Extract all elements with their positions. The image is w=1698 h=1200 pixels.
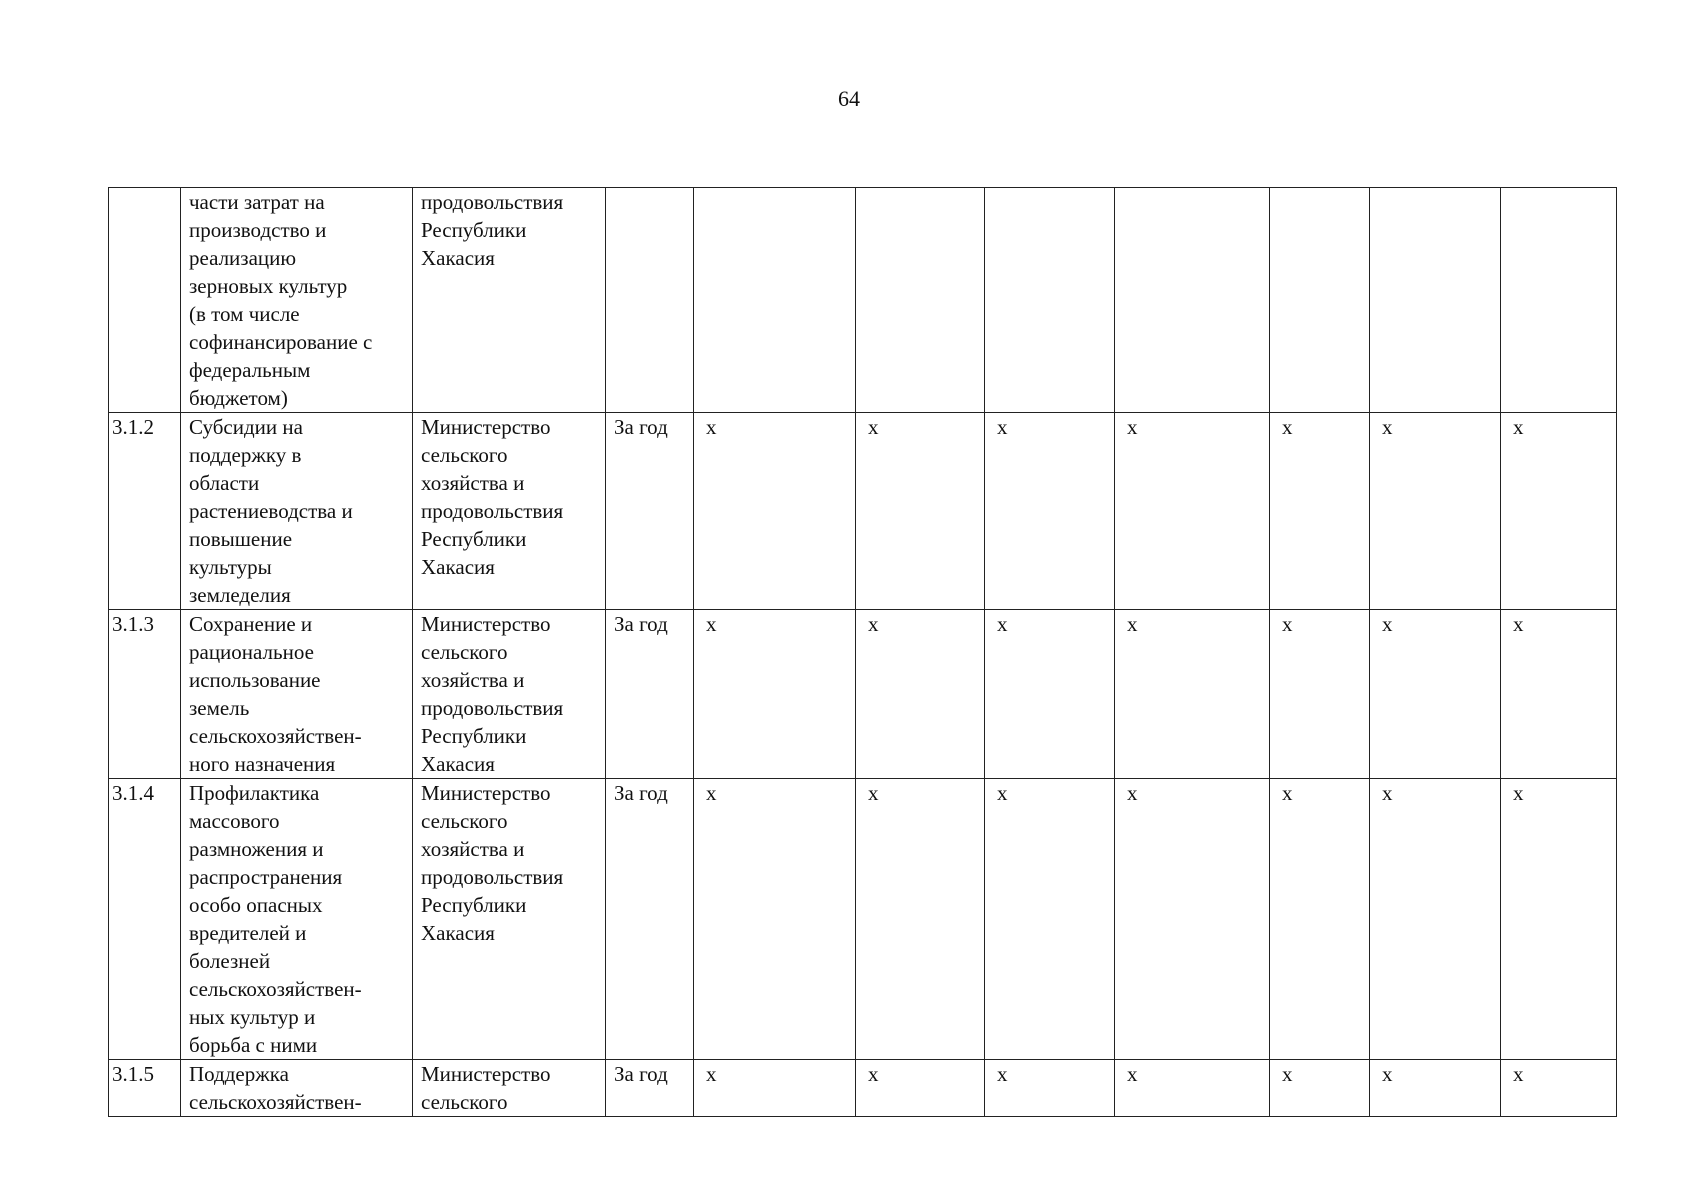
mark-cell: x — [1270, 413, 1370, 610]
table-row — [109, 413, 1617, 610]
mark-cell: x — [1115, 1060, 1270, 1117]
responsible-body: Министерство сельского — [413, 1060, 606, 1117]
mark-cell: x — [1270, 779, 1370, 1060]
mark-cell: x — [1501, 610, 1617, 779]
mark-cell: x — [985, 413, 1115, 610]
mark-cell: x — [1501, 413, 1617, 610]
mark-cell: x — [1370, 610, 1501, 779]
mark-cell: x — [985, 779, 1115, 1060]
mark-cell: x — [1115, 779, 1270, 1060]
mark-cell: x — [1270, 610, 1370, 779]
table-row — [109, 188, 1617, 413]
mark-cell: x — [1501, 779, 1617, 1060]
mark-cell: x — [856, 1060, 985, 1117]
mark-cell: x — [1370, 1060, 1501, 1117]
mark-cell: x — [1370, 779, 1501, 1060]
mark-cell — [856, 188, 985, 413]
responsible-body: Министерство сельского хозяйства и продовольствия Республики Хакасия — [413, 610, 606, 779]
mark-cell: x — [856, 779, 985, 1060]
measure-name: части затрат на производство и реализацию зерновых культур (в том числе софинансирование с федеральным бюджетом) — [181, 188, 413, 413]
responsible-body: Министерство сельского хозяйства и продовольствия Республики Хакасия — [413, 779, 606, 1060]
measure-name: Субсидии на поддержку в области растениеводства и повышение культуры земледелия — [181, 413, 413, 610]
period-cell: За год — [606, 610, 694, 779]
mark-cell — [1370, 188, 1501, 413]
mark-cell — [985, 188, 1115, 413]
row-number: 3.1.2 — [109, 413, 181, 610]
measure-name: Поддержка сельскохозяйствен- — [181, 1060, 413, 1117]
mark-cell — [1501, 188, 1617, 413]
mark-cell: x — [1501, 1060, 1617, 1117]
mark-cell: x — [1370, 413, 1501, 610]
period-cell — [606, 188, 694, 413]
mark-cell — [1270, 188, 1370, 413]
mark-cell: x — [694, 779, 856, 1060]
mark-cell: x — [1270, 1060, 1370, 1117]
measure-name: Профилактика массового размножения и распространения особо опасных вредителей и болезней сельскохозяйствен- ных культур и борьба с ними — [181, 779, 413, 1060]
mark-cell: x — [985, 610, 1115, 779]
mark-cell: x — [856, 413, 985, 610]
mark-cell: x — [694, 610, 856, 779]
table-row — [109, 779, 1617, 1060]
mark-cell: x — [985, 1060, 1115, 1117]
mark-cell: x — [1115, 610, 1270, 779]
page-number: 64 — [838, 86, 860, 111]
period-cell: За год — [606, 413, 694, 610]
table-row — [109, 1060, 1617, 1117]
mark-cell: x — [694, 1060, 856, 1117]
table-row — [109, 610, 1617, 779]
period-cell: За год — [606, 1060, 694, 1117]
program-table — [108, 187, 1617, 1117]
row-number: 3.1.5 — [109, 1060, 181, 1117]
measure-name: Сохранение и рациональное использование земель сельскохозяйствен- ного назначения — [181, 610, 413, 779]
row-number: 3.1.3 — [109, 610, 181, 779]
responsible-body: продовольствия Республики Хакасия — [413, 188, 606, 413]
mark-cell: x — [856, 610, 985, 779]
period-cell: За год — [606, 779, 694, 1060]
row-number: 3.1.4 — [109, 779, 181, 1060]
responsible-body: Министерство сельского хозяйства и продовольствия Республики Хакасия — [413, 413, 606, 610]
mark-cell: x — [1115, 413, 1270, 610]
row-number — [109, 188, 181, 413]
mark-cell — [694, 188, 856, 413]
mark-cell — [1115, 188, 1270, 413]
mark-cell: x — [694, 413, 856, 610]
